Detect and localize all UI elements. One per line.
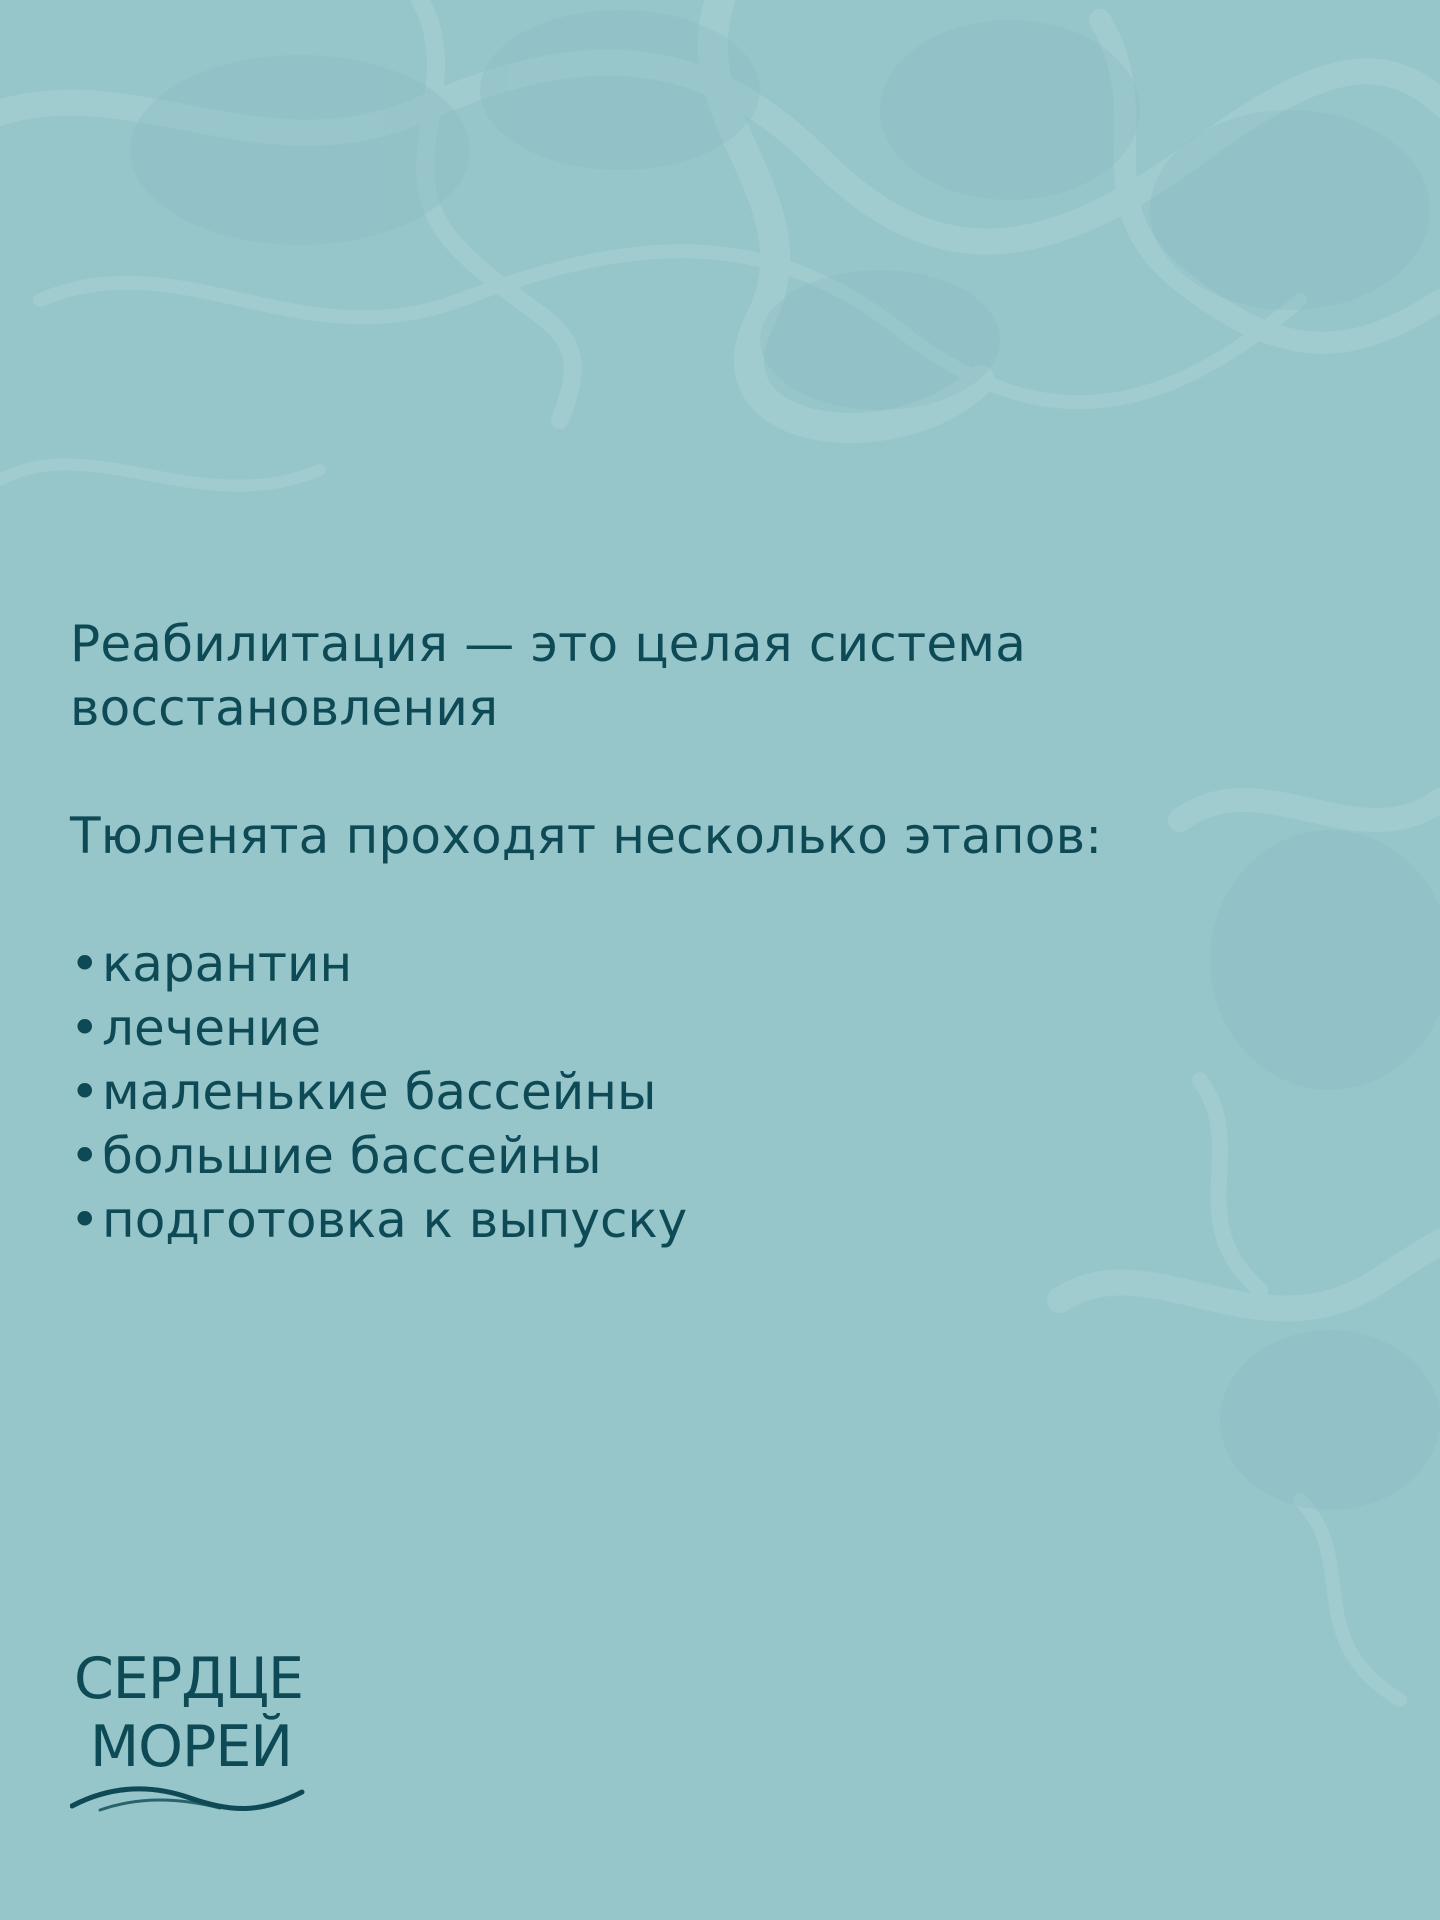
- intro-paragraph: [70, 612, 1370, 740]
- stages-heading: Тюленята проходят несколько этапов:: [70, 807, 1103, 865]
- stage-label: подготовка к выпуску: [102, 1191, 688, 1249]
- stage-label: карантин: [102, 935, 353, 993]
- wave-icon: [70, 1776, 310, 1816]
- bullet-icon: •: [70, 999, 100, 1057]
- stages-list: [70, 932, 1370, 1252]
- bullet-icon: •: [70, 1191, 100, 1249]
- intro-line-1: Реабилитация — это целая система: [70, 615, 1027, 673]
- intro-line-2: восстановления: [70, 679, 499, 737]
- stage-label: маленькие бассейны: [102, 1063, 657, 1121]
- logo-line-2: МОРЕЙ: [90, 1714, 293, 1780]
- stage-label: лечение: [102, 999, 321, 1057]
- list-item: [70, 932, 1370, 996]
- bullet-icon: •: [70, 935, 100, 993]
- list-item: [70, 996, 1370, 1060]
- list-item: [70, 1124, 1370, 1188]
- list-item: [70, 1060, 1370, 1124]
- stage-label: большие бассейны: [102, 1127, 602, 1185]
- logo-line-1: СЕРДЦЕ: [74, 1646, 303, 1712]
- list-item: [70, 1188, 1370, 1252]
- brand-logo: [70, 1648, 350, 1818]
- main-text-block: [70, 612, 1370, 1252]
- bullet-icon: •: [70, 1127, 100, 1185]
- bullet-icon: •: [70, 1063, 100, 1121]
